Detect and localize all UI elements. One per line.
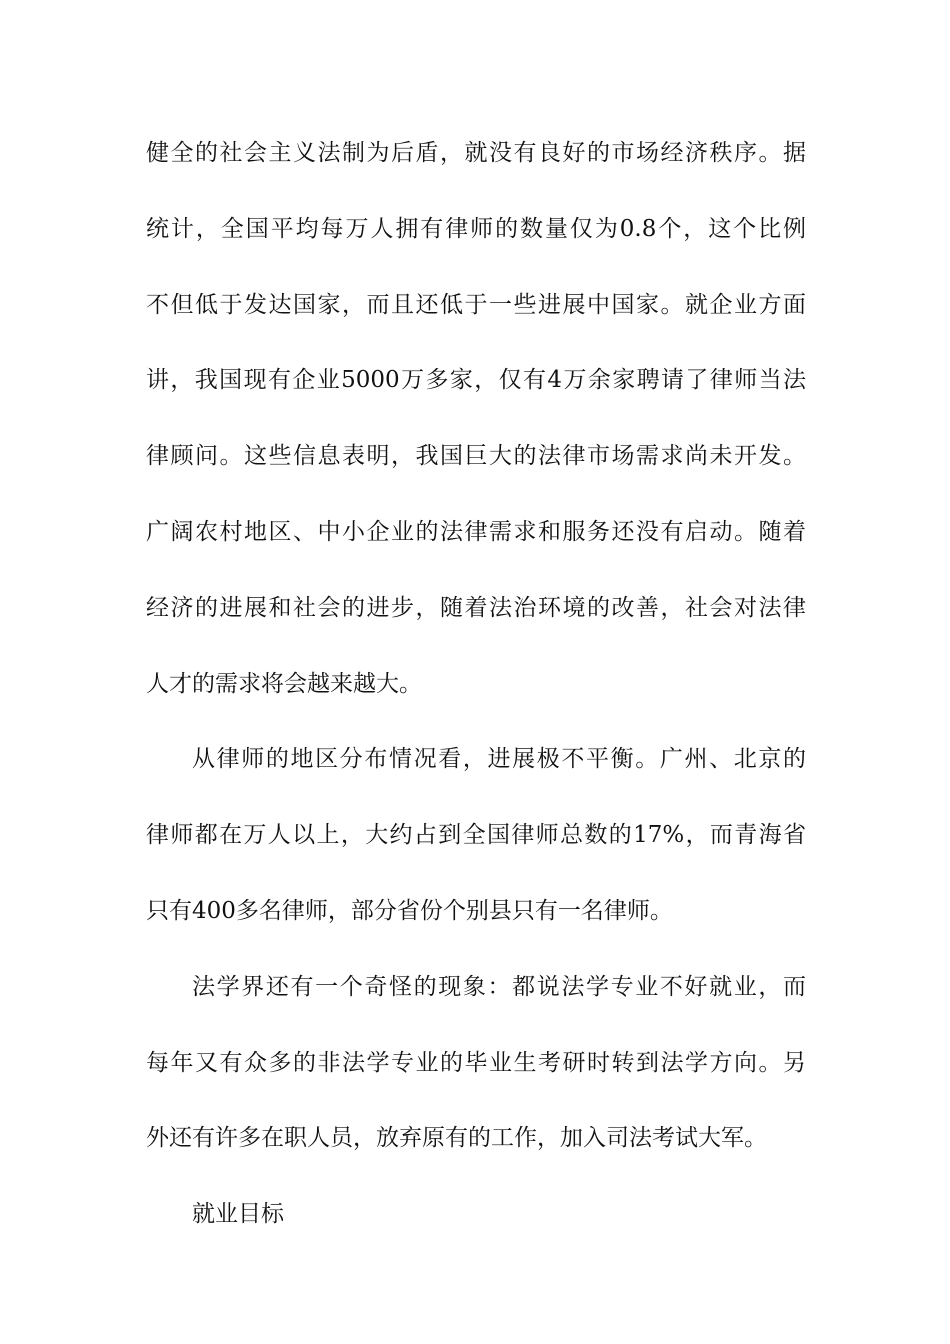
text-line: 人才的需求将会越来越大。 bbox=[146, 670, 422, 697]
text-line: 外还有许多在职人员，放弃原有的工作，加入司法考试大军。 bbox=[146, 1125, 767, 1152]
section-heading: 就业目标 bbox=[192, 1201, 284, 1228]
text-line: 广阔农村地区、中小企业的法律需求和服务还没有启动。随着 bbox=[146, 518, 806, 545]
text-line: 讲，我国现有企业5000万多家，仅有4万余家聘请了律师当法 bbox=[146, 367, 806, 394]
text-line: 统计，全国平均每万人拥有律师的数量仅为0.8个，这个比例 bbox=[146, 215, 806, 242]
text-line: 法学界还有一个奇怪的现象：都说法学专业不好就业，而 bbox=[192, 973, 806, 1000]
text-line: 律师都在万人以上，大约占到全国律师总数的17%，而青海省 bbox=[146, 822, 806, 849]
text-line: 从律师的地区分布情况看，进展极不平衡。广州、北京的 bbox=[192, 746, 806, 773]
paragraph-legal-market bbox=[146, 133, 806, 739]
paragraph-law-phenomenon bbox=[146, 967, 806, 1194]
text-line: 只有400多名律师，部分省份个别县只有一名律师。 bbox=[146, 897, 673, 924]
section-heading-employment-goal bbox=[146, 1194, 806, 1270]
text-line: 健全的社会主义法制为后盾，就没有良好的市场经济秩序。据 bbox=[146, 140, 806, 166]
text-line: 律顾问。这些信息表明，我国巨大的法律市场需求尚未开发。 bbox=[146, 443, 806, 470]
text-line: 每年又有众多的非法学专业的毕业生考研时转到法学方向。另 bbox=[146, 1049, 806, 1076]
document-body bbox=[146, 133, 806, 1270]
paragraph-regional-distribution bbox=[146, 739, 806, 966]
text-line: 不但低于发达国家，而且还低于一些进展中国家。就企业方面 bbox=[146, 291, 806, 318]
text-line: 经济的进展和社会的进步，随着法治环境的改善，社会对法律 bbox=[146, 594, 806, 621]
